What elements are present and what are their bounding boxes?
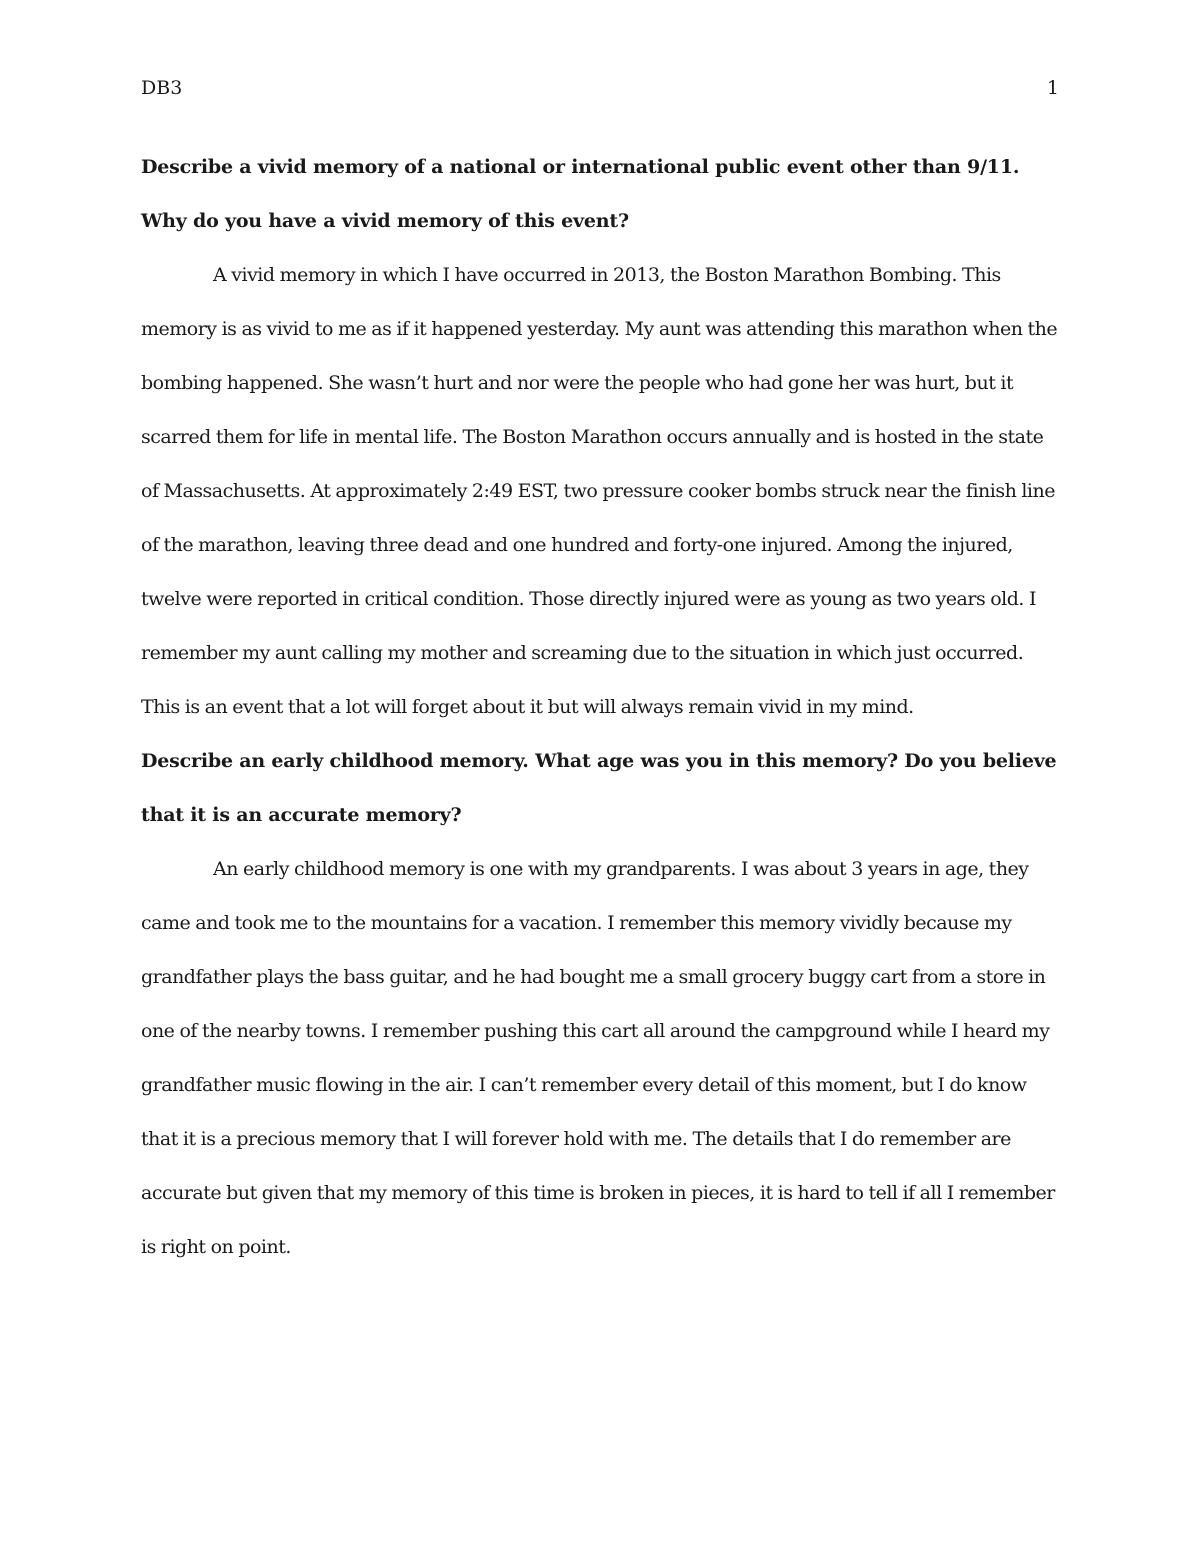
document-body: [141, 140, 1061, 1274]
running-head: DB3: [141, 77, 183, 99]
question-heading: Describe an early childhood memory. What age was you in this memory? Do you believe that it is an accurate memory?: [141, 750, 1057, 826]
page-number: 1: [1046, 77, 1059, 99]
answer-paragraph: A vivid memory in which I have occurred in 2013, the Boston Marathon Bombing. This memory is as vivid to me as if it happened yesterday. My aunt was attending this marathon when the bombing happened. She wasn’t hurt and nor were the people who had gone her was hurt, but it scarred them for life in mental life. The Boston Marathon occurs annually and is hosted in the state of Massachusetts. At approximately 2:49 EST, two pressure cooker bombs struck near the finish line of the marathon, leaving three dead and one hundred and forty-one injured. Among the injured, twelve were reported in critical condition. Those directly injured were as young as two years old. I remember my aunt calling my mother and screaming due to the situation in which just occurred. This is an event that a lot will forget about it but will always remain vivid in my mind.: [141, 264, 1058, 718]
question-heading: Describe a vivid memory of a national or international public event other than 9/11. Why do you have a vivid memory of this event?: [141, 156, 1020, 232]
answer-paragraph: An early childhood memory is one with my grandparents. I was about 3 years in age, they came and took me to the mountains for a vacation. I remember this memory vividly because my grandfather plays the bass guitar, and he had bought me a small grocery buggy cart from a store in one of the nearby towns. I remember pushing this cart all around the campground while I heard my grandfather music flowing in the air. I can’t remember every detail of this moment, but I do know that it is a precious memory that I will forever hold with me. The details that I do remember are accurate but given that my memory of this time is broken in pieces, it is hard to tell if all I remember is right on point.: [141, 858, 1055, 1258]
